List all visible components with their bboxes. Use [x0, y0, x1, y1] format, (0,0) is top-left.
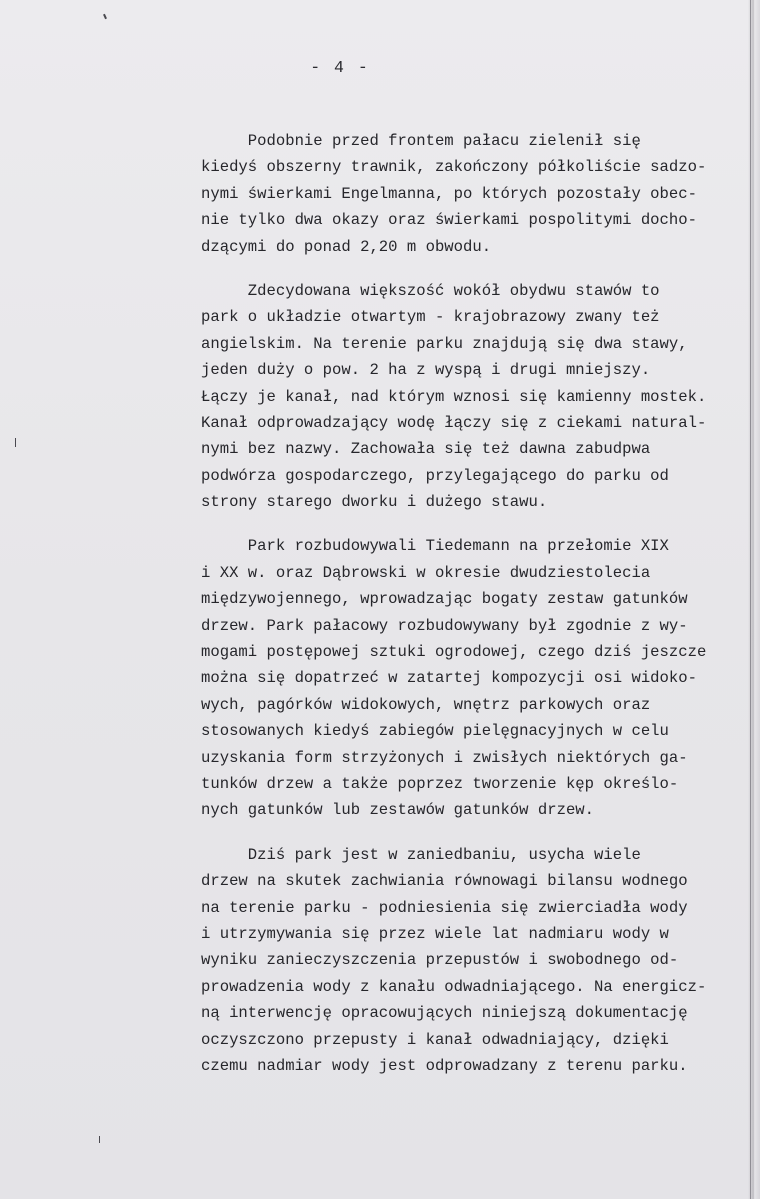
- text-line: dzącymi do ponad 2,20 m obwodu.: [201, 237, 492, 256]
- text-line: Dziś park jest w zaniedbaniu, usycha wiele: [201, 845, 641, 864]
- text-line: nie tylko dwa okazy oraz świerkami pospolitymi docho-: [201, 211, 697, 230]
- text-line: oczyszczono przepusty i kanał odwadniający, dzięki: [201, 1030, 669, 1049]
- speck-left: [15, 438, 16, 447]
- text-line: jeden duży o pow. 2 ha z wyspą i drugi mniejszy.: [201, 361, 651, 380]
- text-line: na terenie parku - podniesienia się zwierciadła wody: [201, 898, 688, 917]
- text-line: Łączy je kanał, nad którym wznosi się kamienny mostek.: [201, 387, 707, 406]
- paragraph: [201, 533, 760, 823]
- text-line: park o układzie otwartym - krajobrazowy zwany też: [201, 308, 660, 327]
- paragraph: [201, 278, 760, 516]
- text-line: drzew. Park pałacowy rozbudowywany był zgodnie z wy-: [201, 616, 688, 635]
- text-line: stosowanych kiedyś zabiegów pielęgnacyjnych w celu: [201, 722, 669, 741]
- body-text: [201, 128, 760, 1097]
- text-line: czemu nadmiar wody jest odprowadzany z terenu parku.: [201, 1056, 688, 1075]
- text-line: uzyskania form strzyżonych i zwisłych niektórych ga-: [201, 748, 688, 767]
- text-line: można się dopatrzeć w zatartej kompozycji osi widoko-: [201, 669, 697, 688]
- page-number: - 4 -: [310, 58, 370, 77]
- text-line: międzywojennego, wprowadzając bogaty zestaw gatunków: [201, 590, 688, 609]
- speck-top: [103, 14, 107, 19]
- text-line: Kanał odprowadzający wodę łączy się z ciekami natural-: [201, 413, 707, 432]
- text-line: kiedyś obszerny trawnik, zakończony półkoliście sadzo-: [201, 158, 707, 177]
- text-line: strony starego dworku i dużego stawu.: [201, 493, 548, 512]
- text-line: nymi świerkami Engelmanna, po których pozostały obec-: [201, 184, 697, 203]
- text-line: mogami postępowej sztuki ogrodowej, czego dziś jeszcze: [201, 643, 707, 662]
- text-line: ną interwencję opracowujących niniejszą dokumentację: [201, 1004, 688, 1023]
- text-line: Zdecydowana większość wokół obydwu stawów to: [201, 281, 660, 300]
- text-line: nych gatunków lub zestawów gatunków drzew.: [201, 801, 595, 820]
- text-line: tunków drzew a także poprzez tworzenie kęp określo-: [201, 774, 679, 793]
- text-line: podwórza gospodarczego, przylegającego do parku od: [201, 466, 669, 485]
- text-line: nymi bez nazwy. Zachowała się też dawna zabudpwa: [201, 440, 651, 459]
- text-line: prowadzenia wody z kanału odwadniającego. Na energicz-: [201, 977, 707, 996]
- text-line: drzew na skutek zachwiania równowagi bilansu wodnego: [201, 872, 688, 891]
- speck-bottom: [99, 1136, 100, 1143]
- paragraph: [201, 842, 760, 1080]
- text-line: wych, pagórków widokowych, wnętrz parkowych oraz: [201, 695, 651, 714]
- text-line: angielskim. Na terenie parku znajdują się dwa stawy,: [201, 334, 688, 353]
- text-line: i utrzymywania się przez wiele lat nadmiaru wody w: [201, 924, 669, 943]
- text-line: Park rozbudowywali Tiedemann na przełomie XIX: [201, 537, 669, 556]
- paragraph: [201, 128, 760, 260]
- text-line: i XX w. oraz Dąbrowski w okresie dwudziestolecia: [201, 563, 651, 582]
- text-line: wyniku zanieczyszczenia przepustów i swobodnego od-: [201, 951, 679, 970]
- text-line: Podobnie przed frontem pałacu zielenił się: [201, 132, 641, 150]
